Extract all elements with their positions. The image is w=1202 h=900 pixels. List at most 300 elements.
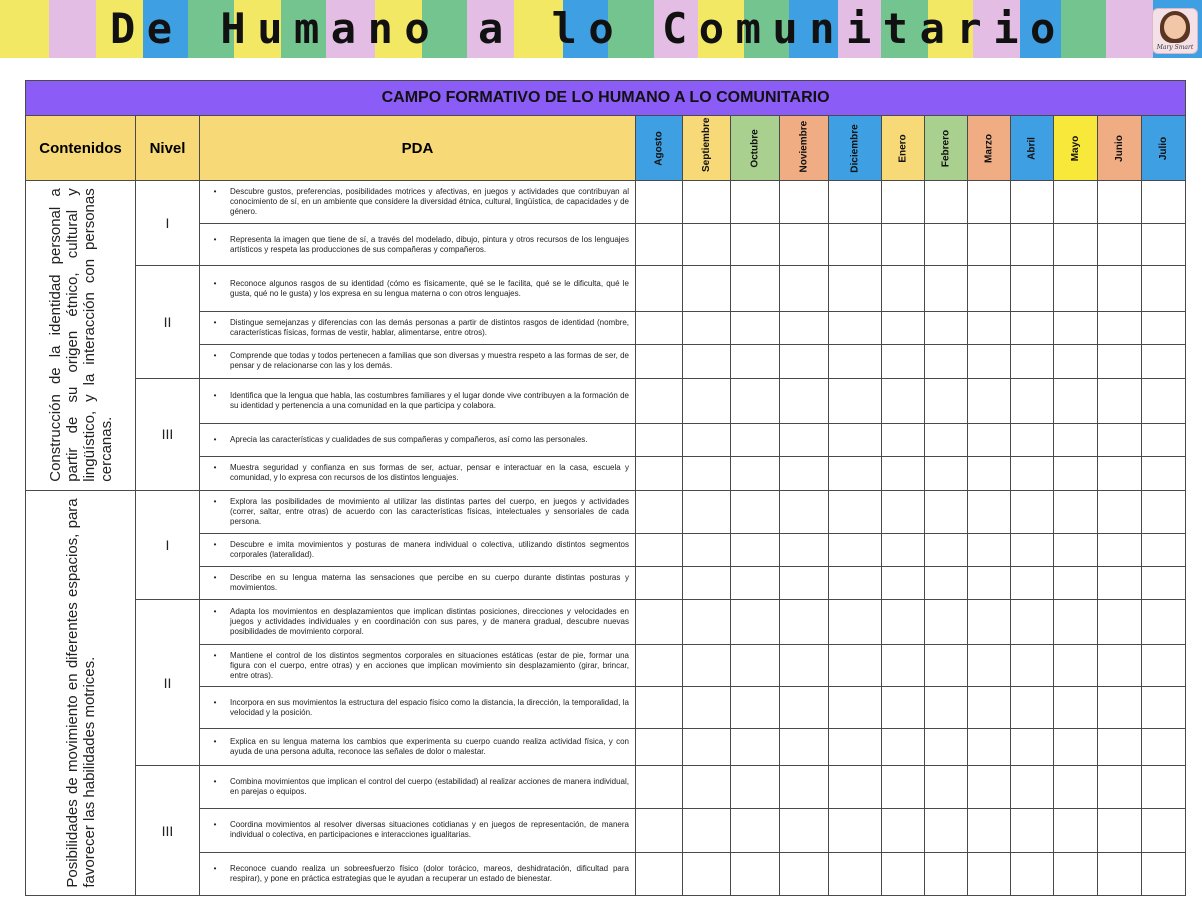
- month-cell[interactable]: [1011, 181, 1054, 224]
- month-cell[interactable]: [1142, 312, 1186, 345]
- month-cell[interactable]: [1011, 457, 1054, 490]
- banner-title-letter: C: [662, 4, 688, 53]
- banner-title-letter: a: [478, 4, 504, 53]
- table-row: [26, 687, 1186, 729]
- bullet-icon: •: [213, 650, 217, 660]
- banner-tile: [188, 0, 235, 58]
- banner-tile: [1061, 0, 1106, 58]
- month-cell[interactable]: [968, 687, 1011, 729]
- pda-cell: [200, 224, 636, 266]
- month-cell[interactable]: [1142, 808, 1186, 852]
- table-row: [26, 766, 1186, 808]
- pda-cell: [200, 599, 636, 644]
- month-cell[interactable]: [636, 312, 683, 345]
- month-cell[interactable]: [683, 345, 731, 378]
- month-cell[interactable]: [829, 424, 882, 457]
- table-row: [26, 224, 1186, 266]
- month-cell[interactable]: [780, 729, 829, 766]
- month-label: Febrero: [940, 129, 952, 167]
- month-cell[interactable]: [683, 645, 731, 687]
- month-cell[interactable]: [968, 599, 1011, 644]
- pda-text: Descubre e imita movimientos y posturas de manera individual o colectiva, utilizando distintos segmentos corporales (lateralidad).: [230, 539, 629, 559]
- month-cell[interactable]: [1098, 424, 1142, 457]
- month-cell[interactable]: [968, 424, 1011, 457]
- month-cell[interactable]: [731, 766, 780, 808]
- month-cell[interactable]: [882, 181, 925, 224]
- month-cell[interactable]: [925, 852, 968, 895]
- month-cell[interactable]: [968, 266, 1011, 312]
- bullet-icon: •: [213, 572, 217, 582]
- month-cell[interactable]: [1142, 424, 1186, 457]
- month-cell[interactable]: [731, 599, 780, 644]
- month-cell[interactable]: [829, 645, 882, 687]
- month-cell[interactable]: [925, 266, 968, 312]
- month-cell[interactable]: [683, 424, 731, 457]
- banner-title-letter: D: [110, 4, 136, 53]
- month-cell[interactable]: [882, 490, 925, 533]
- banner-tile: [698, 0, 745, 58]
- month-cell[interactable]: [829, 729, 882, 766]
- month-cell[interactable]: [683, 181, 731, 224]
- month-cell[interactable]: [780, 224, 829, 266]
- avatar-caption: Mary Smart: [1156, 44, 1194, 51]
- pda-cell: [200, 457, 636, 490]
- month-cell[interactable]: [636, 345, 683, 378]
- month-cell[interactable]: [731, 181, 780, 224]
- bullet-icon: •: [213, 278, 217, 288]
- month-cell[interactable]: [925, 424, 968, 457]
- month-cell[interactable]: [882, 766, 925, 808]
- month-cell[interactable]: [683, 687, 731, 729]
- bullet-icon: •: [213, 187, 217, 197]
- month-cell[interactable]: [882, 852, 925, 895]
- month-cell[interactable]: [925, 457, 968, 490]
- month-cell[interactable]: [780, 852, 829, 895]
- month-cell[interactable]: [1054, 266, 1098, 312]
- month-cell[interactable]: [925, 599, 968, 644]
- month-cell[interactable]: [925, 687, 968, 729]
- month-cell[interactable]: [731, 424, 780, 457]
- month-cell[interactable]: [1054, 181, 1098, 224]
- month-cell[interactable]: [829, 224, 882, 266]
- month-cell[interactable]: [925, 345, 968, 378]
- month-cell[interactable]: [1054, 312, 1098, 345]
- month-cell[interactable]: [731, 378, 780, 424]
- month-cell[interactable]: [780, 266, 829, 312]
- month-cell[interactable]: [829, 808, 882, 852]
- month-cell[interactable]: [683, 566, 731, 599]
- pda-text: Muestra seguridad y confianza en sus formas de ser, actuar, pensar e interactuar en la casa, escuela y comunidad, y lo expresa con recursos de los distintos lenguajes.: [230, 463, 629, 483]
- month-cell[interactable]: [829, 266, 882, 312]
- campo-title: CAMPO FORMATIVO DE LO HUMANO A LO COMUNITARIO: [26, 81, 1186, 116]
- month-cell[interactable]: [780, 378, 829, 424]
- month-cell[interactable]: [1098, 312, 1142, 345]
- month-cell[interactable]: [780, 566, 829, 599]
- month-cell[interactable]: [636, 766, 683, 808]
- month-cell[interactable]: [731, 566, 780, 599]
- month-cell[interactable]: [1054, 345, 1098, 378]
- month-cell[interactable]: [1098, 852, 1142, 895]
- month-cell[interactable]: [1142, 599, 1186, 644]
- month-cell[interactable]: [882, 729, 925, 766]
- month-cell[interactable]: [968, 312, 1011, 345]
- month-cell[interactable]: [1011, 766, 1054, 808]
- month-cell[interactable]: [636, 378, 683, 424]
- month-cell[interactable]: [968, 181, 1011, 224]
- month-cell[interactable]: [925, 312, 968, 345]
- month-cell[interactable]: [636, 424, 683, 457]
- month-cell[interactable]: [683, 852, 731, 895]
- month-cell[interactable]: [882, 566, 925, 599]
- header-pda: PDA: [200, 116, 636, 181]
- month-cell[interactable]: [968, 729, 1011, 766]
- month-cell[interactable]: [1098, 645, 1142, 687]
- month-cell[interactable]: [780, 424, 829, 457]
- banner-tile: [49, 0, 96, 58]
- month-cell[interactable]: [925, 645, 968, 687]
- month-cell[interactable]: [636, 490, 683, 533]
- month-cell[interactable]: [882, 808, 925, 852]
- month-cell[interactable]: [731, 729, 780, 766]
- month-cell[interactable]: [780, 599, 829, 644]
- header-contenidos: Contenidos: [26, 116, 136, 181]
- pda-text: Describe en su lengua materna las sensaciones que percibe en su cuerpo durante distintas posturas y movimientos.: [230, 572, 629, 592]
- month-cell[interactable]: [968, 808, 1011, 852]
- table-row: [26, 533, 1186, 566]
- month-cell[interactable]: [925, 566, 968, 599]
- month-cell[interactable]: [1011, 224, 1054, 266]
- month-cell[interactable]: [1142, 729, 1186, 766]
- month-cell[interactable]: [731, 808, 780, 852]
- month-cell[interactable]: [1054, 224, 1098, 266]
- month-cell[interactable]: [780, 766, 829, 808]
- bullet-icon: •: [213, 496, 217, 506]
- pda-cell: [200, 181, 636, 224]
- bullet-icon: •: [213, 737, 217, 747]
- pda-text: Aprecia las características y cualidades de sus compañeras y compañeros, así como las personales.: [230, 435, 588, 445]
- month-cell[interactable]: [882, 533, 925, 566]
- month-cell[interactable]: [1054, 766, 1098, 808]
- pda-cell: [200, 378, 636, 424]
- banner-title-letter: o: [588, 4, 614, 53]
- month-cell[interactable]: [968, 566, 1011, 599]
- bullet-icon: •: [213, 390, 217, 400]
- month-cell[interactable]: [1011, 808, 1054, 852]
- month-cell[interactable]: [636, 181, 683, 224]
- month-cell[interactable]: [731, 533, 780, 566]
- month-cell[interactable]: [1098, 224, 1142, 266]
- month-cell[interactable]: [1142, 533, 1186, 566]
- month-cell[interactable]: [829, 566, 882, 599]
- month-label: Mayo: [1070, 135, 1081, 161]
- month-cell[interactable]: [1054, 457, 1098, 490]
- month-cell[interactable]: [829, 852, 882, 895]
- month-cell[interactable]: [829, 345, 882, 378]
- month-cell[interactable]: [882, 599, 925, 644]
- month-cell[interactable]: [780, 345, 829, 378]
- month-cell[interactable]: [829, 312, 882, 345]
- month-cell[interactable]: [731, 852, 780, 895]
- banner-tile: [928, 0, 973, 58]
- month-cell[interactable]: [882, 345, 925, 378]
- month-cell[interactable]: [636, 266, 683, 312]
- banner-tile: [422, 0, 467, 58]
- month-cell[interactable]: [968, 457, 1011, 490]
- month-cell[interactable]: [1054, 599, 1098, 644]
- table-row: [26, 181, 1186, 224]
- banner-tile: [234, 0, 281, 58]
- month-cell[interactable]: [1011, 490, 1054, 533]
- pda-text: Adapta los movimientos en desplazamientos que implican distintas posiciones, direcciones y velocidades en juegos y actividades individuales y en coordinación con sus pares, y de manera gradual, descubre nuevas posibilidades de movimiento corporal.: [230, 606, 629, 636]
- month-cell[interactable]: [1142, 378, 1186, 424]
- month-header-marzo: [968, 116, 1011, 181]
- month-label: Octubre: [749, 129, 761, 168]
- month-cell[interactable]: [636, 687, 683, 729]
- month-cell[interactable]: [780, 687, 829, 729]
- month-cell[interactable]: [780, 312, 829, 345]
- month-cell[interactable]: [829, 687, 882, 729]
- month-cell[interactable]: [780, 181, 829, 224]
- month-cell[interactable]: [1011, 312, 1054, 345]
- month-cell[interactable]: [1011, 378, 1054, 424]
- month-cell[interactable]: [1142, 766, 1186, 808]
- month-cell[interactable]: [731, 490, 780, 533]
- table-row: [26, 378, 1186, 424]
- month-cell[interactable]: [1098, 490, 1142, 533]
- month-cell[interactable]: [1011, 645, 1054, 687]
- month-cell[interactable]: [1054, 533, 1098, 566]
- month-cell[interactable]: [1011, 266, 1054, 312]
- banner-title-letter: i: [993, 4, 1019, 53]
- month-label: Diciembre: [849, 124, 861, 173]
- month-cell[interactable]: [1054, 490, 1098, 533]
- month-cell[interactable]: [731, 312, 780, 345]
- month-label: Noviembre: [798, 120, 810, 173]
- banner-tile: [0, 0, 49, 58]
- month-cell[interactable]: [780, 457, 829, 490]
- month-cell[interactable]: [1142, 266, 1186, 312]
- month-cell[interactable]: [780, 645, 829, 687]
- month-cell[interactable]: [968, 345, 1011, 378]
- pda-text: Reconoce cuando realiza un sobreesfuerzo físico (dolor torácico, mareos, deshidratación, dificultad para respirar), y pone en práctica estrategias que le ayudan a recuperar un estado de bienestar.: [230, 863, 629, 883]
- month-cell[interactable]: [968, 766, 1011, 808]
- month-cell[interactable]: [683, 457, 731, 490]
- month-cell[interactable]: [683, 766, 731, 808]
- table-row: [26, 266, 1186, 312]
- pda-cell: [200, 312, 636, 345]
- banner-tile: [326, 0, 375, 58]
- month-cell[interactable]: [636, 645, 683, 687]
- month-cell[interactable]: [636, 852, 683, 895]
- month-cell[interactable]: [636, 808, 683, 852]
- month-cell[interactable]: [1142, 566, 1186, 599]
- table-row: [26, 645, 1186, 687]
- month-cell[interactable]: [1098, 808, 1142, 852]
- banner: [0, 0, 1202, 58]
- month-cell[interactable]: [829, 181, 882, 224]
- month-cell[interactable]: [1011, 599, 1054, 644]
- bullet-icon: •: [213, 435, 217, 445]
- month-cell[interactable]: [1142, 181, 1186, 224]
- month-cell[interactable]: [1142, 224, 1186, 266]
- table-row: [26, 424, 1186, 457]
- nivel-cell: II: [136, 599, 200, 766]
- banner-title-letter: u: [772, 4, 798, 53]
- month-cell[interactable]: [829, 533, 882, 566]
- month-cell[interactable]: [1142, 490, 1186, 533]
- month-cell[interactable]: [882, 687, 925, 729]
- month-cell[interactable]: [683, 808, 731, 852]
- month-cell[interactable]: [1054, 729, 1098, 766]
- month-cell[interactable]: [968, 645, 1011, 687]
- contenido-cell: [26, 181, 136, 490]
- month-cell[interactable]: [1054, 424, 1098, 457]
- month-cell[interactable]: [636, 729, 683, 766]
- month-cell[interactable]: [882, 266, 925, 312]
- month-cell[interactable]: [1142, 345, 1186, 378]
- month-cell[interactable]: [882, 224, 925, 266]
- month-cell[interactable]: [968, 490, 1011, 533]
- pda-text: Identifica que la lengua que habla, las costumbres familiares y el lugar donde vive contribuyen a la formación de su identidad y pertenencia a una comunidad en la que participa y colabora.: [230, 390, 629, 410]
- month-cell[interactable]: [882, 457, 925, 490]
- month-cell[interactable]: [1011, 729, 1054, 766]
- month-cell[interactable]: [1054, 808, 1098, 852]
- table-row: [26, 808, 1186, 852]
- month-cell[interactable]: [780, 533, 829, 566]
- month-label: Marzo: [983, 133, 995, 163]
- month-cell[interactable]: [1011, 566, 1054, 599]
- month-cell[interactable]: [780, 808, 829, 852]
- contenido-text: Posibilidades de movimiento en diferentes espacios, para favorecer las habilidades motrices.: [64, 498, 98, 888]
- month-cell[interactable]: [925, 378, 968, 424]
- month-cell[interactable]: [1054, 566, 1098, 599]
- month-cell[interactable]: [925, 533, 968, 566]
- table-row: [26, 852, 1186, 895]
- month-label: Agosto: [653, 130, 665, 166]
- month-cell[interactable]: [1098, 266, 1142, 312]
- pda-cell: [200, 766, 636, 808]
- month-cell[interactable]: [731, 266, 780, 312]
- banner-title-letter: m: [735, 4, 761, 53]
- banner-tile: [744, 0, 789, 58]
- month-cell[interactable]: [829, 766, 882, 808]
- month-cell[interactable]: [1142, 687, 1186, 729]
- month-cell[interactable]: [829, 599, 882, 644]
- month-cell[interactable]: [731, 457, 780, 490]
- month-cell[interactable]: [1011, 852, 1054, 895]
- month-cell[interactable]: [925, 729, 968, 766]
- month-cell[interactable]: [882, 424, 925, 457]
- pda-cell: [200, 687, 636, 729]
- month-cell[interactable]: [1011, 533, 1054, 566]
- month-cell[interactable]: [1011, 345, 1054, 378]
- month-cell[interactable]: [1098, 766, 1142, 808]
- bullet-icon: •: [213, 318, 217, 328]
- month-cell[interactable]: [882, 312, 925, 345]
- month-cell[interactable]: [829, 457, 882, 490]
- month-cell[interactable]: [968, 533, 1011, 566]
- month-cell[interactable]: [1054, 852, 1098, 895]
- month-cell[interactable]: [683, 490, 731, 533]
- bullet-icon: •: [213, 776, 217, 786]
- month-cell[interactable]: [1098, 687, 1142, 729]
- month-cell[interactable]: [1054, 378, 1098, 424]
- pda-text: Reconoce algunos rasgos de su identidad (cómo es físicamente, qué se le facilita, qué se le dificulta, qué le gusta, qué no le gusta) y los expresa en su lengua materna o con otros lenguajes.: [230, 278, 629, 298]
- month-cell[interactable]: [780, 490, 829, 533]
- month-cell[interactable]: [683, 729, 731, 766]
- month-cell[interactable]: [925, 490, 968, 533]
- month-cell[interactable]: [636, 457, 683, 490]
- month-cell[interactable]: [1098, 181, 1142, 224]
- month-cell[interactable]: [731, 645, 780, 687]
- month-cell[interactable]: [636, 533, 683, 566]
- month-cell[interactable]: [1011, 424, 1054, 457]
- month-cell[interactable]: [829, 378, 882, 424]
- pda-cell: [200, 852, 636, 895]
- month-cell[interactable]: [968, 378, 1011, 424]
- month-cell[interactable]: [1054, 645, 1098, 687]
- month-cell[interactable]: [1098, 457, 1142, 490]
- month-cell[interactable]: [1098, 599, 1142, 644]
- month-header-noviembre: [780, 116, 829, 181]
- month-cell[interactable]: [683, 312, 731, 345]
- pda-cell: [200, 424, 636, 457]
- table-row: [26, 457, 1186, 490]
- banner-title-letter: t: [882, 4, 909, 53]
- pda-text: Explora las posibilidades de movimiento al utilizar las distintas partes del cuerpo, en juegos y actividades (correr, saltar, entre otras) de acuerdo con las características físicas, intelectuales y sensoriales de cada persona.: [230, 496, 629, 526]
- month-cell[interactable]: [1142, 852, 1186, 895]
- month-cell[interactable]: [1098, 533, 1142, 566]
- month-cell[interactable]: [1098, 378, 1142, 424]
- month-cell[interactable]: [968, 224, 1011, 266]
- month-cell[interactable]: [683, 378, 731, 424]
- month-cell[interactable]: [683, 266, 731, 312]
- month-cell[interactable]: [882, 645, 925, 687]
- month-cell[interactable]: [1098, 566, 1142, 599]
- month-header-julio: [1142, 116, 1186, 181]
- banner-title-letter: u: [257, 4, 283, 53]
- month-cell[interactable]: [1011, 687, 1054, 729]
- banner-tile: [1106, 0, 1153, 58]
- banner-tile: [563, 0, 608, 58]
- month-cell[interactable]: [1054, 687, 1098, 729]
- month-cell[interactable]: [882, 378, 925, 424]
- planning-table: [25, 80, 1186, 896]
- month-cell[interactable]: [636, 224, 683, 266]
- month-cell[interactable]: [731, 345, 780, 378]
- month-cell[interactable]: [925, 766, 968, 808]
- month-cell[interactable]: [636, 566, 683, 599]
- month-cell[interactable]: [925, 181, 968, 224]
- month-cell[interactable]: [968, 852, 1011, 895]
- month-cell[interactable]: [1098, 345, 1142, 378]
- month-cell[interactable]: [636, 599, 683, 644]
- month-cell[interactable]: [1142, 457, 1186, 490]
- month-cell[interactable]: [683, 533, 731, 566]
- pda-cell: [200, 266, 636, 312]
- month-cell[interactable]: [731, 687, 780, 729]
- month-cell[interactable]: [925, 808, 968, 852]
- banner-tile: [608, 0, 655, 58]
- month-cell[interactable]: [683, 599, 731, 644]
- bullet-icon: •: [213, 539, 217, 549]
- month-cell[interactable]: [1098, 729, 1142, 766]
- month-cell[interactable]: [683, 224, 731, 266]
- month-cell[interactable]: [925, 224, 968, 266]
- month-cell[interactable]: [731, 224, 780, 266]
- month-cell[interactable]: [1142, 645, 1186, 687]
- month-cell[interactable]: [829, 490, 882, 533]
